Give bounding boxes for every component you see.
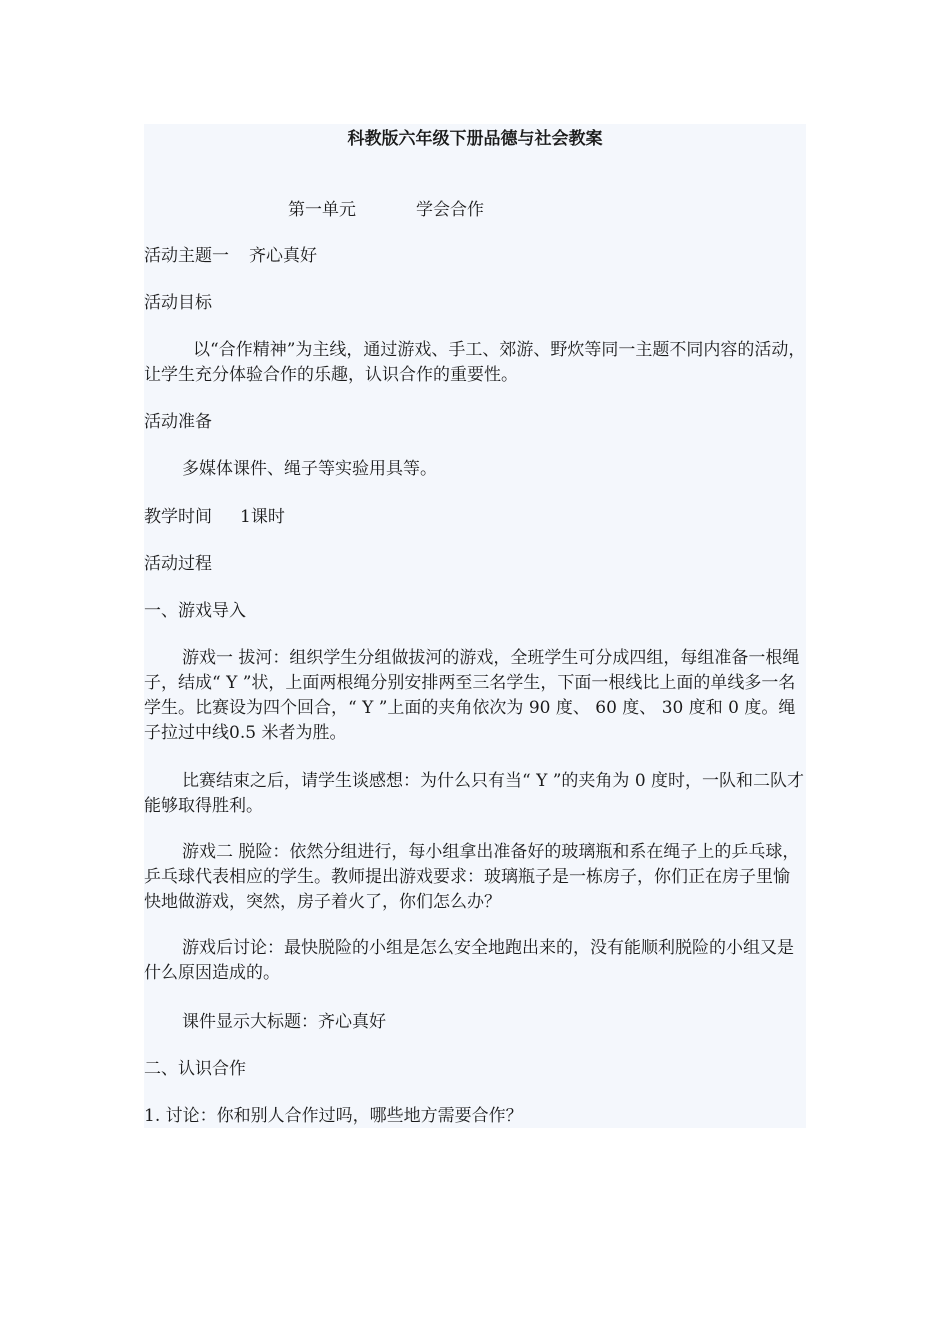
- theme-name: 齐心真好: [249, 246, 317, 266]
- theme-label: 活动主题一: [144, 246, 229, 266]
- document-title: 科教版六年级下册品德与社会教案: [347, 129, 603, 149]
- prep-paragraph: 多媒体课件、绳子等实验用具等。: [182, 459, 437, 479]
- unit-name: 学会合作: [416, 200, 484, 220]
- document-page: [144, 124, 806, 1128]
- game2-paragraph: 游戏二 脱险：依然分组进行，每小组拿出准备好的玻璃瓶和系在绳子上的乒乓球，乒乓球代表相应的学生。教师提出游戏要求：玻璃瓶子是一栋房子，你们正在房子里愉快地做游戏，突然，房子着火了，你们怎么办？: [144, 842, 800, 912]
- prep-heading: 活动准备: [144, 412, 212, 432]
- section2-heading: 二、认识合作: [144, 1059, 246, 1079]
- unit-heading: [288, 199, 484, 221]
- process-heading: 活动过程: [144, 554, 212, 574]
- game1-discussion-paragraph: 比赛结束之后，请学生谈感想：为什么只有当“ Y ”的夹角为 0 度时，一队和二队才能够取得胜利。: [144, 771, 805, 816]
- discussion-item-1: 1. 讨论：你和别人合作过吗，哪些地方需要合作？: [144, 1106, 523, 1126]
- game2-discussion-paragraph: 游戏后讨论：最快脱险的小组是怎么安全地跑出来的，没有能顺利脱险的小组又是什么原因造成的。: [144, 938, 794, 983]
- unit-label: 第一单元: [288, 200, 356, 220]
- teaching-time: [144, 506, 285, 528]
- game1-paragraph: 游戏一 拔河：组织学生分组做拔河的游戏，全班学生可分成四组，每组准备一根绳子，结成“ Y ”状，上面两根绳分别安排两至三名学生，下面一根线比上面的单线多一名学生。比赛设为四个回合，“ Y ”上面的夹角依次为 90 度、 60 度、 30 度和 0 度。绳子拉过中线0.5 米者为胜。: [144, 648, 800, 743]
- section1-heading: 一、游戏导入: [144, 601, 246, 621]
- time-label: 教学时间: [144, 507, 212, 527]
- goal-heading: 活动目标: [144, 293, 212, 313]
- goal-paragraph: 以“合作精神”为主线，通过游戏、手工、郊游、野炊等同一主题不同内容的活动，让学生充分体验合作的乐趣，认识合作的重要性。: [144, 340, 806, 385]
- time-value: 1课时: [240, 507, 285, 527]
- courseware-paragraph: 课件显示大标题：齐心真好: [182, 1012, 386, 1032]
- activity-theme: [144, 245, 317, 267]
